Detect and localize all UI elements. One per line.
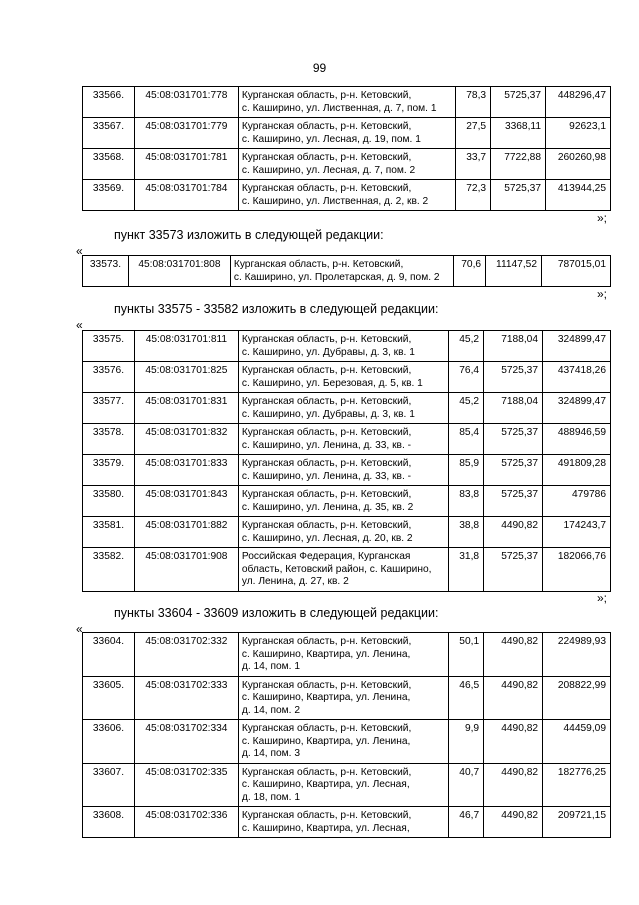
address-line: с. Каширино, Квартира, ул. Ленина,	[241, 735, 411, 747]
address-line: Курганская область, р-н. Кетовский,	[241, 121, 412, 132]
cadastral-number-cell: 45:08:031702:332	[134, 633, 238, 677]
cadastral-number-cell: 45:08:031701:779	[134, 118, 238, 149]
address-line: с. Каширино, ул. Пролетарская, д. 9, пом. 2	[233, 271, 440, 283]
table-row	[83, 362, 611, 393]
page-number: 99	[312, 61, 327, 75]
address-line: с. Каширино, Квартира, ул. Лесная,	[241, 779, 410, 790]
price-cell: 5725,37	[484, 424, 543, 455]
table-row	[83, 180, 611, 211]
value-cell: 182066,76	[543, 548, 611, 592]
address-line: Курганская область, р-н. Кетовский,	[241, 679, 412, 691]
table-row	[83, 256, 611, 287]
cadastral-number-cell: 45:08:031701:811	[134, 331, 238, 362]
opening-quote: «	[76, 244, 83, 258]
price-cell: 7188,04	[484, 393, 543, 424]
closing-quote: »;	[597, 287, 608, 301]
table-row	[83, 486, 611, 517]
price-cell: 4490,82	[484, 720, 543, 764]
row-number-cell: 33577.	[83, 393, 135, 424]
section-heading: пункт 33573 изложить в следующей редакции:	[114, 228, 384, 242]
address-line: с. Каширино, ул. Ленина, д. 33, кв. -	[241, 470, 412, 482]
address-cell	[238, 149, 455, 180]
value-cell: 413944,25	[546, 180, 611, 211]
address-line: с. Каширино, ул. Лесная, д. 19, пом. 1	[241, 133, 421, 145]
area-cell: 46,7	[449, 807, 484, 838]
address-line: д. 14, пом. 3	[241, 748, 300, 759]
area-cell: 9,9	[449, 720, 484, 764]
address-line: с. Каширино, ул. Дубравы, д. 3, кв. 1	[241, 408, 415, 420]
price-cell: 7188,04	[484, 331, 543, 362]
row-number-cell: 33575.	[83, 331, 135, 362]
cadastral-number-cell: 45:08:031701:908	[134, 548, 238, 592]
address-line: с. Каширино, ул. Дубравы, д. 3, кв. 1	[241, 346, 415, 358]
address-cell	[238, 118, 455, 149]
address-line: Курганская область, р-н. Кетовский,	[241, 427, 412, 438]
address-cell	[238, 455, 448, 486]
value-cell: 491809,28	[543, 455, 611, 486]
table-row	[83, 87, 611, 118]
table-section-4	[82, 632, 611, 838]
value-cell: 787015,01	[542, 256, 611, 287]
address-cell	[238, 807, 448, 838]
address-line: Курганская область, р-н. Кетовский,	[241, 723, 412, 734]
row-number-cell: 33569.	[83, 180, 135, 211]
address-line: с. Каширино, ул. Ленина, д. 35, кв. 2	[241, 501, 414, 513]
address-cell	[238, 548, 448, 592]
address-cell	[238, 180, 455, 211]
price-cell: 5725,37	[484, 455, 543, 486]
row-number-cell: 33573.	[83, 256, 129, 287]
address-line: д. 14, пом. 1	[241, 661, 300, 672]
price-cell: 4490,82	[484, 517, 543, 548]
section-heading: пункты 33604 - 33609 изложить в следующей редакции:	[114, 606, 439, 620]
cadastral-number-cell: 45:08:031701:833	[134, 455, 238, 486]
table-row	[83, 455, 611, 486]
address-cell	[238, 517, 448, 548]
opening-quote: «	[76, 622, 83, 636]
value-cell: 260260,98	[546, 149, 611, 180]
address-line: с. Каширино, ул. Лиственная, д. 2, кв. 2	[241, 195, 429, 207]
table-row	[83, 517, 611, 548]
address-line: Курганская область, р-н. Кетовский,	[241, 636, 412, 647]
closing-quote: »;	[597, 211, 608, 225]
row-number-cell: 33578.	[83, 424, 135, 455]
address-line: Курганская область, р-н. Кетовский,	[241, 458, 412, 469]
cadastral-number-cell: 45:08:031701:781	[134, 149, 238, 180]
address-line: с. Каширино, ул. Лиственная, д. 7, пом. 1	[241, 102, 437, 114]
address-cell	[230, 256, 453, 287]
value-cell: 437418,26	[543, 362, 611, 393]
table-row	[83, 393, 611, 424]
cadastral-number-cell: 45:08:031701:778	[134, 87, 238, 118]
address-line: ул. Ленина, д. 27, кв. 2	[241, 576, 349, 587]
table-row	[83, 633, 611, 677]
address-line: Курганская область, р-н. Кетовский,	[241, 365, 412, 376]
cadastral-number-cell: 45:08:031701:831	[134, 393, 238, 424]
row-number-cell: 33576.	[83, 362, 135, 393]
value-cell: 182776,25	[543, 763, 611, 807]
address-cell	[238, 720, 448, 764]
address-cell	[238, 331, 448, 362]
address-line: д. 18, пом. 1	[241, 791, 300, 803]
address-line: с. Каширино, Квартира, ул. Ленина,	[241, 648, 411, 660]
table-row	[83, 720, 611, 764]
cadastral-number-cell: 45:08:031702:336	[134, 807, 238, 838]
price-cell: 4490,82	[484, 676, 543, 720]
cadastral-number-cell: 45:08:031701:832	[134, 424, 238, 455]
value-cell: 479786	[543, 486, 611, 517]
address-line: с. Каширино, ул. Лесная, д. 20, кв. 2	[241, 532, 413, 544]
address-line: с. Каширино, ул. Березовая, д. 5, кв. 1	[241, 377, 423, 389]
address-cell	[238, 486, 448, 517]
price-cell: 4490,82	[484, 763, 543, 807]
table-section-2	[82, 255, 611, 287]
cadastral-number-cell: 45:08:031701:825	[134, 362, 238, 393]
cadastral-number-cell: 45:08:031701:882	[134, 517, 238, 548]
row-number-cell: 33581.	[83, 517, 135, 548]
address-line: Курганская область, р-н. Кетовский,	[241, 810, 412, 821]
table-row	[83, 807, 611, 838]
area-cell: 40,7	[449, 763, 484, 807]
row-number-cell: 33566.	[83, 87, 135, 118]
value-cell: 448296,47	[546, 87, 611, 118]
price-cell: 5725,37	[484, 548, 543, 592]
address-line: с. Каширино, Квартира, ул. Ленина,	[241, 692, 411, 703]
row-number-cell: 33606.	[83, 720, 135, 764]
address-cell	[238, 424, 448, 455]
address-line: д. 14, пом. 2	[241, 704, 300, 716]
cadastral-number-cell: 45:08:031702:333	[134, 676, 238, 720]
area-cell: 33,7	[456, 149, 491, 180]
price-cell: 5725,37	[491, 180, 546, 211]
area-cell: 46,5	[449, 676, 484, 720]
value-cell: 324899,47	[543, 393, 611, 424]
opening-quote: «	[76, 318, 83, 332]
closing-quote: »;	[597, 591, 608, 605]
address-line: область, Кетовский район, с. Каширино,	[241, 563, 432, 575]
cadastral-number-cell: 45:08:031701:808	[128, 256, 230, 287]
cadastral-number-cell: 45:08:031702:334	[134, 720, 238, 764]
table-row	[83, 331, 611, 362]
price-cell: 5725,37	[484, 486, 543, 517]
address-line: Курганская область, р-н. Кетовский,	[241, 334, 412, 345]
address-line: Курганская область, р-н. Кетовский,	[233, 259, 404, 270]
area-cell: 50,1	[449, 633, 484, 677]
table-row	[83, 149, 611, 180]
address-line: Курганская область, р-н. Кетовский,	[241, 766, 412, 778]
address-line: Курганская область, р-н. Кетовский,	[241, 183, 412, 194]
price-cell: 3368,11	[491, 118, 546, 149]
address-line: с. Каширино, Квартира, ул. Лесная,	[241, 822, 410, 834]
table-row	[83, 424, 611, 455]
row-number-cell: 33580.	[83, 486, 135, 517]
address-line: Курганская область, р-н. Кетовский,	[241, 90, 412, 101]
row-number-cell: 33607.	[83, 763, 135, 807]
cadastral-number-cell: 45:08:031702:335	[134, 763, 238, 807]
address-line: Курганская область, р-н. Кетовский,	[241, 489, 412, 500]
address-line: Российская Федерация, Курганская	[241, 551, 411, 562]
area-cell: 70,6	[454, 256, 486, 287]
address-cell	[238, 763, 448, 807]
area-cell: 45,2	[449, 331, 484, 362]
value-cell: 174243,7	[543, 517, 611, 548]
address-cell	[238, 676, 448, 720]
table-section-1	[82, 86, 611, 211]
area-cell: 83,8	[449, 486, 484, 517]
row-number-cell: 33605.	[83, 676, 135, 720]
area-cell: 38,8	[449, 517, 484, 548]
row-number-cell: 33567.	[83, 118, 135, 149]
price-cell: 4490,82	[484, 633, 543, 677]
area-cell: 45,2	[449, 393, 484, 424]
table-row	[83, 118, 611, 149]
area-cell: 27,5	[456, 118, 491, 149]
address-line: с. Каширино, ул. Лесная, д. 7, пом. 2	[241, 164, 416, 176]
area-cell: 85,9	[449, 455, 484, 486]
address-line: Курганская область, р-н. Кетовский,	[241, 396, 412, 407]
address-cell	[238, 87, 455, 118]
area-cell: 85,4	[449, 424, 484, 455]
cadastral-number-cell: 45:08:031701:843	[134, 486, 238, 517]
value-cell: 208822,99	[543, 676, 611, 720]
row-number-cell: 33579.	[83, 455, 135, 486]
value-cell: 209721,15	[543, 807, 611, 838]
value-cell: 324899,47	[543, 331, 611, 362]
address-cell	[238, 633, 448, 677]
table-row	[83, 676, 611, 720]
address-line: Курганская область, р-н. Кетовский,	[241, 152, 412, 163]
value-cell: 44459,09	[543, 720, 611, 764]
row-number-cell: 33568.	[83, 149, 135, 180]
area-cell: 31,8	[449, 548, 484, 592]
table-row	[83, 548, 611, 592]
address-cell	[238, 362, 448, 393]
area-cell: 76,4	[449, 362, 484, 393]
area-cell: 72,3	[456, 180, 491, 211]
price-cell: 5725,37	[484, 362, 543, 393]
address-line: Курганская область, р-н. Кетовский,	[241, 520, 412, 531]
cadastral-number-cell: 45:08:031701:784	[134, 180, 238, 211]
value-cell: 224989,93	[543, 633, 611, 677]
price-cell: 7722,88	[491, 149, 546, 180]
address-cell	[238, 393, 448, 424]
price-cell: 5725,37	[491, 87, 546, 118]
price-cell: 4490,82	[484, 807, 543, 838]
row-number-cell: 33604.	[83, 633, 135, 677]
value-cell: 488946,59	[543, 424, 611, 455]
area-cell: 78,3	[456, 87, 491, 118]
row-number-cell: 33608.	[83, 807, 135, 838]
address-line: с. Каширино, ул. Ленина, д. 33, кв. -	[241, 439, 412, 451]
price-cell: 11147,52	[486, 256, 542, 287]
row-number-cell: 33582.	[83, 548, 135, 592]
value-cell: 92623,1	[546, 118, 611, 149]
table-section-3	[82, 330, 611, 592]
table-row	[83, 763, 611, 807]
section-heading: пункты 33575 - 33582 изложить в следующей редакции:	[114, 302, 439, 316]
